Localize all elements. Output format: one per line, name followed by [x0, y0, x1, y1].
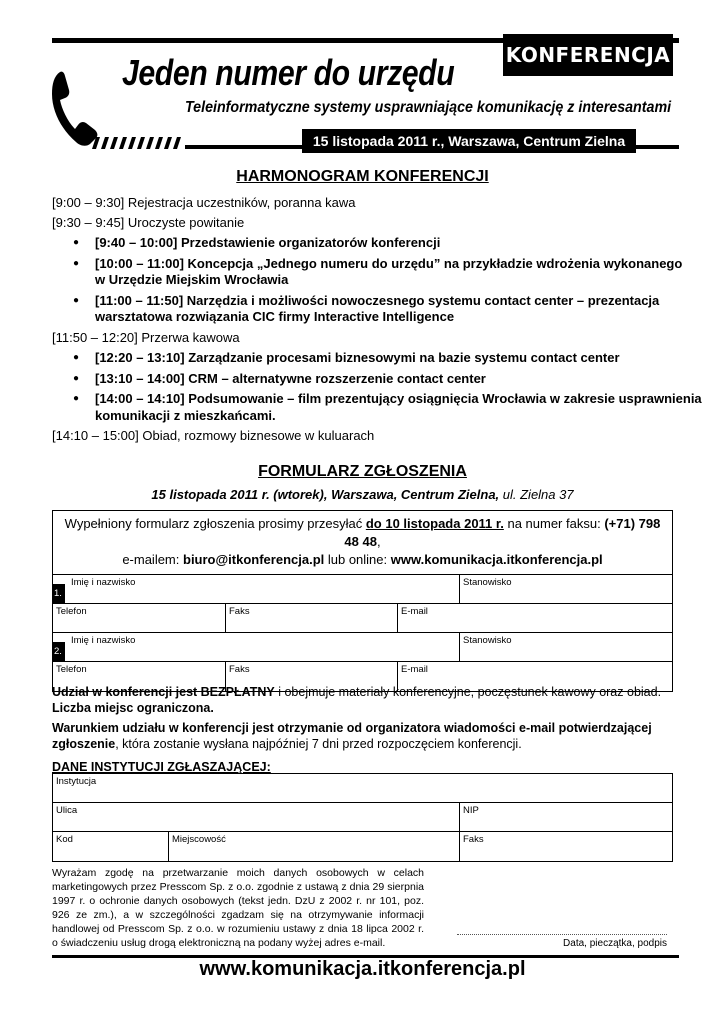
note-bold: Warunkiem udziału w konferencji jest otrzymanie od organizatora wiadomości e-mail potwierdzającej zgłoszenie	[52, 721, 652, 751]
header-stripes-decoration	[92, 137, 187, 149]
participant-number: 2.	[52, 642, 65, 661]
intro-text: na numer faksu:	[503, 516, 605, 531]
street-row	[53, 803, 672, 832]
email-label: E-mail	[401, 606, 428, 617]
schedule-item	[52, 215, 682, 232]
registration-form-table	[52, 510, 673, 692]
city-row	[53, 832, 672, 861]
form-address: ul. Zielna 37	[499, 487, 574, 502]
schedule-list	[52, 192, 702, 448]
schedule-item-text: [9:30 – 9:45] Uroczyste powitanie	[52, 214, 245, 230]
free-participation-note	[52, 684, 674, 716]
position-label: Stanowisko	[463, 577, 512, 588]
contact-email[interactable]: biuro@itkonferencja.pl	[183, 552, 325, 567]
schedule-item	[52, 330, 682, 347]
schedule-item-text: [14:10 – 15:00] Obiad, rozmowy biznesowe w kuluarach	[52, 428, 375, 443]
schedule-item-bullet	[52, 293, 682, 326]
schedule-item-text: [9:40 – 10:00] Przedstawienie organizatorów konferencji	[95, 235, 441, 250]
participant-1-fax-field[interactable]	[226, 604, 398, 632]
fax-number: (+71) 798 48 48	[344, 516, 661, 549]
participant-1-row-contact	[53, 604, 672, 633]
form-intro	[53, 511, 672, 575]
form-heading: FORMULARZ ZGŁOSZENIA	[258, 463, 467, 480]
note-bold: Liczba miejsc ograniczona.	[52, 701, 214, 715]
participation-condition-note	[52, 720, 674, 752]
city-label: Miejscowość	[172, 834, 226, 845]
schedule-item-bullet	[52, 235, 682, 252]
city-field[interactable]	[169, 832, 460, 861]
name-label: Imię i nazwisko	[71, 577, 136, 588]
note-text: , która zostanie wysłana najpóźniej 7 dni przed rozpoczęciem konferencji.	[115, 737, 522, 751]
institution-label: Instytucja	[56, 776, 97, 787]
schedule-item	[52, 195, 682, 212]
schedule-item-bullet	[52, 371, 682, 388]
schedule-item-text: warsztatowa rozwiązania CIC firmy Interactive Intelligence	[95, 309, 455, 324]
participant-1-phone-field[interactable]	[53, 604, 226, 632]
conference-subtitle: Teleinformatyczne systemy usprawniające komunikację z interesantami	[185, 99, 672, 116]
footer-url[interactable]: www.komunikacja.itkonferencja.pl	[199, 958, 526, 980]
participant-number: 1.	[52, 584, 65, 603]
schedule-item-text: [11:00 – 11:50] Narzędzia i możliwości nowoczesnego systemu contact center – prezentacja	[95, 292, 660, 308]
registration-url[interactable]: www.komunikacja.itkonferencja.pl	[390, 552, 603, 567]
street-label: Ulica	[56, 805, 78, 816]
fax-label: Faks	[229, 664, 250, 675]
signature-line[interactable]	[457, 934, 667, 935]
form-date-line	[0, 487, 725, 502]
schedule-item-text: w Urzędzie Miejskim Wrocławia	[95, 272, 289, 287]
conference-date-bar: 15 listopada 2011 r., Warszawa, Centrum Zielna	[302, 129, 636, 153]
participant-1-name-field[interactable]	[53, 575, 460, 603]
schedule-heading: HARMONOGRAM KONFERENCJI	[236, 168, 489, 185]
deadline: do 10 listopada 2011 r.	[365, 516, 504, 531]
note-text: i obejmuje materiały konferencyjne, poczęstunek kawowy oraz obiad.	[274, 685, 662, 699]
schedule-item	[52, 428, 682, 445]
intro-text: Wypełniony formularz zgłoszenia prosimy przesyłać	[64, 516, 366, 531]
schedule-item-bullet	[52, 391, 702, 424]
intro-text: lub online:	[324, 552, 391, 567]
data-consent-text: Wyrażam zgodę na przetwarzanie moich danych osobowych w celach marketingowych przez Presscom Sp. z o.o. zgodnie z ustawą z dnia 29 sierpnia 1997 r. o ochronie danych osobowych (tekst jedn. DzU z 2002 r. nr 101, poz. 926 ze zm.), a w szczególności zgadzam się na otrzymywanie informacji handlowej od Presscom Sp. z o.o. w rozumieniu ustawy z dnia 18 lipca 2002 r. o świadczeniu usług drogą elektroniczną na podany wyżej adres e-mail.	[52, 867, 424, 949]
institution-heading: DANE INSTYTUCJI ZGŁASZAJĄCEJ:	[52, 760, 271, 774]
schedule-item-bullet	[52, 256, 682, 289]
code-label: Kod	[56, 834, 73, 845]
institution-fax-field[interactable]	[460, 832, 672, 861]
telephone-icon	[50, 68, 102, 148]
schedule-item-text: [11:50 – 12:20] Przerwa kawowa	[52, 329, 240, 345]
participant-1-email-field[interactable]	[398, 604, 672, 632]
schedule-item-text: komunikacji z mieszkańcami.	[95, 407, 276, 423]
phone-label: Telefon	[56, 664, 87, 675]
participant-1-row-name	[53, 575, 672, 604]
participant-2-name-field[interactable]	[53, 633, 460, 661]
conference-badge: KONFERENCJA	[503, 34, 673, 76]
signature-label: Data, pieczątka, podpis	[563, 938, 667, 949]
fax-label: Faks	[229, 606, 250, 617]
phone-label: Telefon	[56, 606, 87, 617]
institution-field[interactable]	[53, 774, 672, 802]
nip-label: NIP	[463, 805, 479, 816]
schedule-item-text: [9:00 – 9:30] Rejestracja uczestników, poranna kawa	[52, 195, 356, 210]
institution-row	[53, 774, 672, 803]
schedule-item-text: [14:00 – 14:10] Podsumowanie – film prezentujący osiągnięcia Wrocławia w zakresie usprawnienia	[95, 391, 702, 406]
intro-text: e-mailem:	[122, 552, 183, 567]
postal-code-field[interactable]	[53, 832, 169, 861]
fax-label: Faks	[463, 834, 484, 845]
participant-1-position-field[interactable]	[460, 575, 672, 603]
nip-field[interactable]	[460, 803, 672, 831]
schedule-item-text: [13:10 – 14:00] CRM – alternatywne rozszerzenie contact center	[95, 370, 486, 386]
form-date: 15 listopada 2011 r. (wtorek), Warszawa, Centrum Zielna,	[151, 487, 500, 502]
schedule-item-text: [10:00 – 11:00] Koncepcja „Jednego numeru do urzędu” na przykładzie wdrożenia wykonanego	[95, 255, 683, 271]
schedule-item-bullet	[52, 350, 682, 367]
street-field[interactable]	[53, 803, 460, 831]
schedule-item-text: [12:20 – 13:10] Zarządzanie procesami biznesowymi na bazie systemu contact center	[95, 350, 620, 365]
participant-2-row-name	[53, 633, 672, 662]
note-bold: Udział w konferencji jest BEZPŁATNY	[52, 685, 275, 699]
participant-2-position-field[interactable]	[460, 633, 672, 661]
position-label: Stanowisko	[463, 635, 512, 646]
intro-text: ,	[376, 534, 381, 549]
email-label: E-mail	[401, 664, 428, 675]
name-label: Imię i nazwisko	[71, 635, 136, 646]
institution-table	[52, 773, 673, 862]
conference-title: Jeden numer do urzędu	[122, 52, 455, 93]
